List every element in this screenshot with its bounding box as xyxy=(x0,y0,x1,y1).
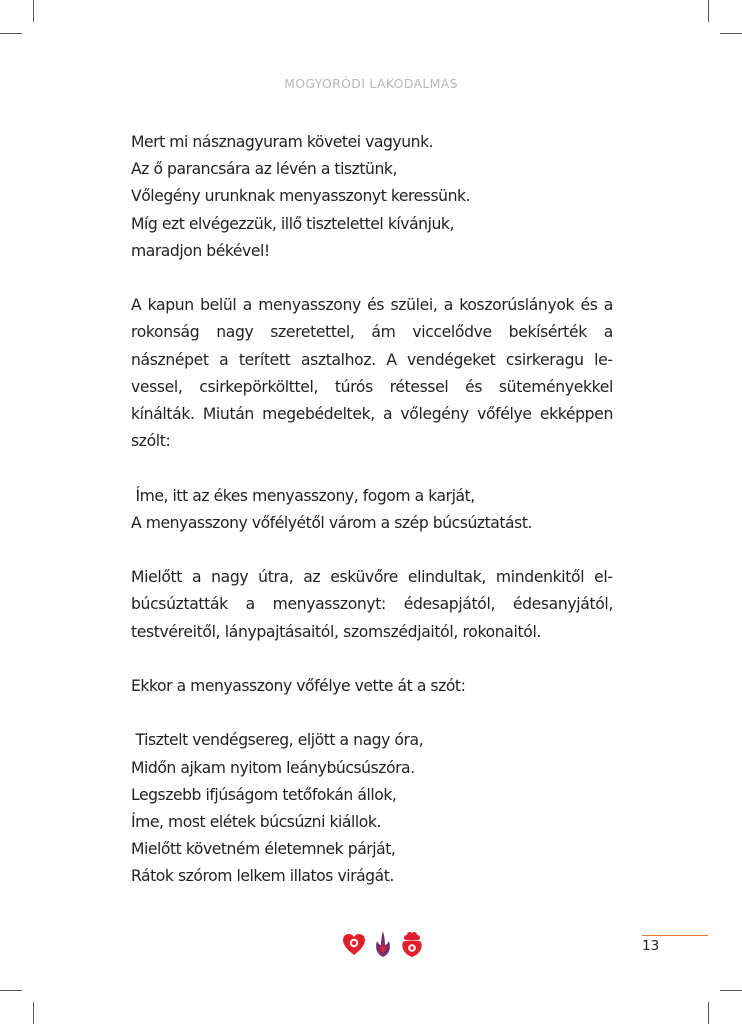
crop-mark-top-right-h xyxy=(720,33,742,34)
verse-block-2 xyxy=(131,483,613,537)
verse-line: A menyasszony vőfélyétől várom a szép búcsúztatást. xyxy=(131,513,533,532)
verse-line: Mielőtt követném életemnek párját, xyxy=(131,840,396,859)
running-head: MOGYORÓDI LAKODALMAS xyxy=(284,76,458,91)
crop-mark-bottom-right-h xyxy=(720,990,742,991)
footer-rule xyxy=(642,935,708,936)
crop-mark-bottom-left-h xyxy=(0,990,22,991)
prose-paragraph-2: Mielőtt a nagy útra, az esküvőre elindultak, mindenkitől elbúcsúztatták a menyasszonyt: édesapjától, édesanyjától, testvéreitől, lánypajtásaitól, szomszédjaitól, rokonaitól. xyxy=(131,568,613,641)
verse-line: Az ő parancsára az lévén a tisztünk, xyxy=(131,160,398,179)
prose-paragraph-1: A kapun belül a menyasszony és szülei, a koszorúslányok és a rokonság nagy szeretettel, ám viccelődve bekísérték a násznépet a terített asztalhoz. A vendégeket csirkeragu levessel, csirkepörkölttel, túrós rétessel és süteményekkel kínálták. Miután megebédeltek, a vőlegény vőfélye ekképpen szólt: xyxy=(131,296,613,451)
verse-line: Míg ezt elvégezzük, illő tisztelettel kívánjuk, xyxy=(131,214,455,233)
red-flower-ornament-icon xyxy=(402,932,421,957)
verse-line: Íme, itt az ékes menyasszony, fogom a karját, xyxy=(131,486,475,505)
verse-line: Midőn ajkam nyitom leánybúcsúszóra. xyxy=(131,758,415,777)
prose-paragraph-3: Ekkor a menyasszony vőfélye vette át a szót: xyxy=(131,677,466,695)
verse-line: Íme, most elétek búcsúzni kiállok. xyxy=(131,813,381,831)
crop-mark-bottom-left xyxy=(33,1002,34,1024)
page-number: 13 xyxy=(642,938,660,954)
verse-line: Mert mi násznagyuram követei vagyunk. xyxy=(131,133,434,151)
verse-line: Legszebb ifjúságom tetőfokán állok, xyxy=(131,785,397,804)
crop-mark-bottom-right xyxy=(708,1002,709,1024)
verse-line: maradjon békével! xyxy=(131,241,270,260)
page-body xyxy=(131,129,613,891)
red-heart-ornament-icon xyxy=(343,934,365,955)
folk-ornament-group xyxy=(343,930,433,958)
purple-tulip-ornament-icon xyxy=(376,931,390,957)
verse-block-1 xyxy=(131,129,613,265)
verse-line: Tisztelt vendégsereg, eljött a nagy óra, xyxy=(131,731,424,750)
verse-line: Vőlegény urunknak menyasszonyt keressünk. xyxy=(131,187,471,206)
verse-block-3 xyxy=(131,727,613,890)
crop-mark-top-right xyxy=(708,0,709,22)
crop-mark-top-left xyxy=(33,0,34,22)
verse-line: Rátok szórom lelkem illatos virágát. xyxy=(131,867,394,886)
crop-mark-top-left-h xyxy=(0,33,22,34)
